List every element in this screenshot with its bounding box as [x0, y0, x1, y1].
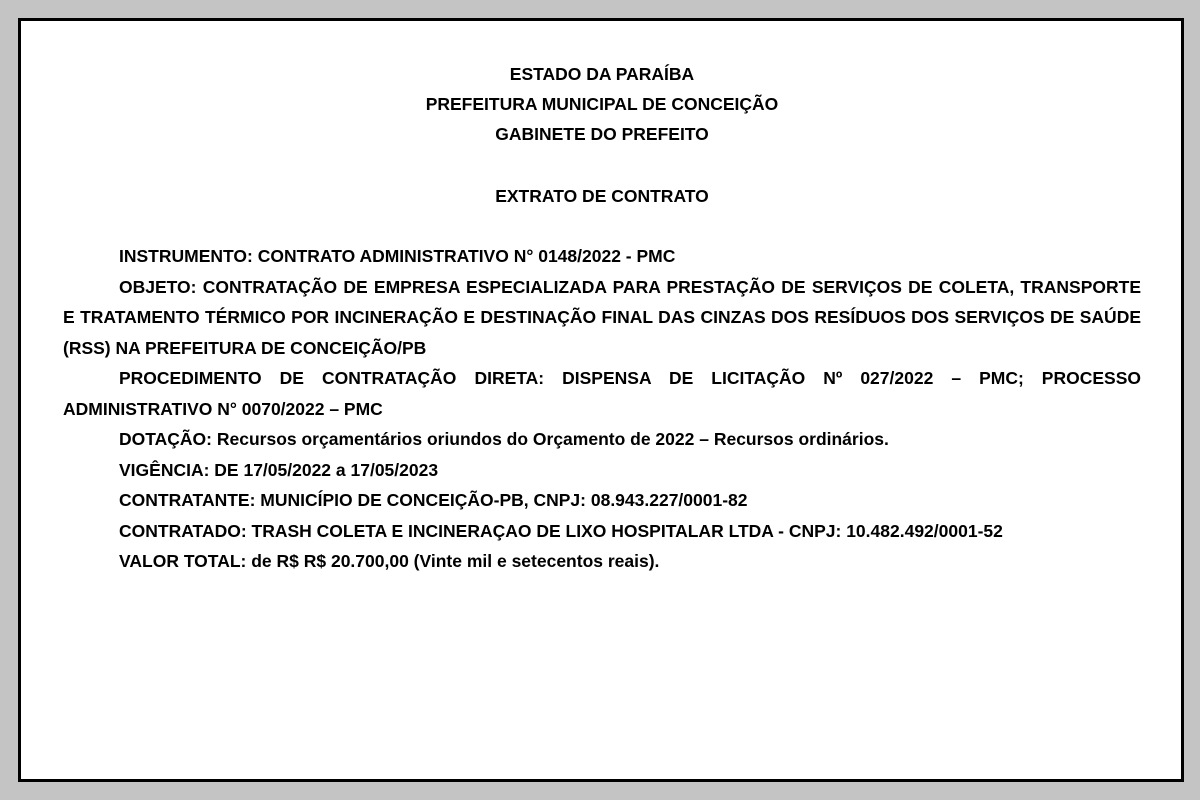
paragraph-contratante: CONTRATANTE: MUNICÍPIO DE CONCEIÇÃO-PB, CNPJ: 08.943.227/0001-82 [119, 490, 748, 510]
paragraph-valor-total: VALOR TOTAL: de R$ R$ 20.700,00 (Vinte mil e setecentos reais). [119, 551, 660, 571]
header-city-hall: PREFEITURA MUNICIPAL DE CONCEIÇÃO [425, 94, 779, 114]
paragraph-instrumento: INSTRUMENTO: CONTRATO ADMINISTRATIVO N° 0148/2022 - PMC [119, 246, 676, 266]
paragraph-procedimento: PROCEDIMENTO DE CONTRATAÇÃO DIRETA: DISPENSA DE LICITAÇÃO Nº 027/2022 – PMC; PROCESSO ADMINISTRATIVO N° 0070/2022 – PMC [63, 368, 1141, 419]
header-office: GABINETE DO PREFEITO [495, 124, 709, 144]
header-state: ESTADO DA PARAÍBA [509, 64, 695, 84]
spacer [63, 149, 1141, 181]
document-title: EXTRATO DE CONTRATO [495, 186, 709, 206]
paragraph-contratado: CONTRATADO: TRASH COLETA E INCINERAÇAO DE LIXO HOSPITALAR LTDA - CNPJ: 10.482.492/0001-52 [119, 520, 1003, 541]
paragraph-objeto: OBJETO: CONTRATAÇÃO DE EMPRESA ESPECIALIZADA PARA PRESTAÇÃO DE SERVIÇOS DE COLETA, TRANSPORTE E TRATAMENTO TÉRMICO POR INCINERAÇÃO E DESTINAÇÃO FINAL DAS CINZAS DOS RESÍDUOS DOS SERVIÇOS DE SAÚDE (RSS) NA PREFEITURA DE CONCEIÇÃO/PB [63, 276, 1141, 358]
paragraph-dotacao: DOTAÇÃO: Recursos orçamentários oriundos do Orçamento de 2022 – Recursos ordinários. [119, 429, 889, 449]
paragraph-vigencia: VIGÊNCIA: DE 17/05/2022 a 17/05/2023 [119, 459, 439, 480]
document-body [63, 59, 1141, 577]
document-page [18, 18, 1184, 782]
